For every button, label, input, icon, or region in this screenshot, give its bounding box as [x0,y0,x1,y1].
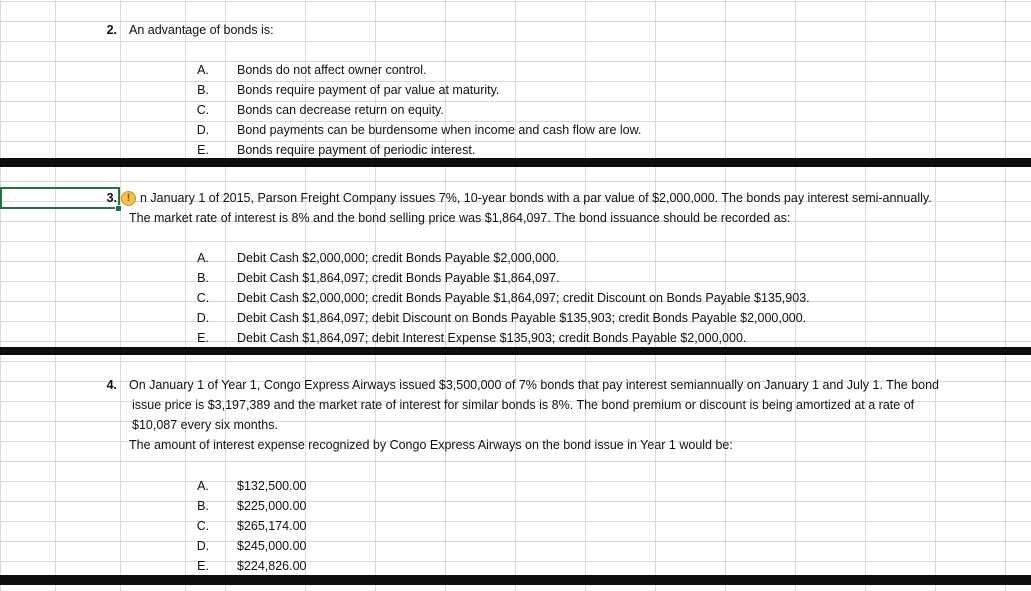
option-letter[interactable]: B. [197,271,209,285]
column-gridline [1005,0,1006,591]
question-text-line[interactable]: The market rate of interest is 8% and the bond selling price was $1,864,097. The bond issuance should be recorded as: [129,211,791,225]
option-letter[interactable]: C. [196,291,210,305]
question-text[interactable]: An advantage of bonds is: [129,23,274,37]
option-letter[interactable]: A. [197,479,209,493]
option-text[interactable]: $224,826.00 [237,559,307,573]
column-gridline [0,0,1,591]
option-letter[interactable]: B. [197,499,209,513]
option-letter[interactable]: E. [197,331,209,345]
column-gridline [55,0,56,591]
option-letter[interactable]: E. [197,559,209,573]
option-text[interactable]: Bonds do not affect owner control. [237,63,427,77]
option-text[interactable]: Debit Cash $2,000,000; credit Bonds Payable $1,864,097; credit Discount on Bonds Payable $135,903. [237,291,810,305]
warning-icon[interactable]: ! [121,191,136,206]
column-gridline [120,0,121,591]
option-letter[interactable]: D. [196,123,210,137]
option-letter[interactable]: D. [196,311,210,325]
question-text-line[interactable]: $10,087 every six months. [132,418,278,432]
option-text[interactable]: $265,174.00 [237,519,307,533]
question-separator [0,347,1031,355]
option-text[interactable]: Bonds require payment of par value at maturity. [237,83,500,97]
question-number[interactable]: 2. [106,23,117,37]
column-gridline [225,0,226,591]
option-text[interactable]: $245,000.00 [237,539,307,553]
column-gridline [185,0,186,591]
option-letter[interactable]: C. [196,103,210,117]
option-text[interactable]: Debit Cash $1,864,097; debit Discount on Bonds Payable $135,903; credit Bonds Payable $2,000,000. [237,311,807,325]
question-separator [0,575,1031,585]
option-letter[interactable]: D. [196,539,210,553]
option-text[interactable]: Debit Cash $1,864,097; credit Bonds Payable $1,864,097. [237,271,560,285]
option-letter[interactable]: B. [197,83,209,97]
column-gridline [935,0,936,591]
question-text-line[interactable]: The amount of interest expense recognized by Congo Express Airways on the bond issue in Year 1 would be: [129,438,733,452]
question-separator [0,158,1031,167]
option-text[interactable]: Debit Cash $1,864,097; debit Interest Expense $135,903; credit Bonds Payable $2,000,000. [237,331,747,345]
question-text-line[interactable]: On January 1 of Year 1, Congo Express Airways issued $3,500,000 of 7% bonds that pay interest semiannually on January 1 and July 1. The bond [129,378,940,392]
option-letter[interactable]: A. [197,63,209,77]
question-number[interactable]: 4. [106,378,117,392]
option-text[interactable]: Bonds require payment of periodic interest. [237,143,476,157]
option-text[interactable]: Debit Cash $2,000,000; credit Bonds Payable $2,000,000. [237,251,560,265]
option-letter[interactable]: A. [197,251,209,265]
question-text-line[interactable]: n January 1 of 2015, Parson Freight Company issues 7%, 10-year bonds with a par value of $2,000,000. The bonds pay interest semi-annually. [140,191,932,205]
option-text[interactable]: Bond payments can be burdensome when income and cash flow are low. [237,123,642,137]
question-text-line[interactable]: issue price is $3,197,389 and the market rate of interest for similar bonds is 8%. The bond premium or discount is being amortized at a rate of [132,398,915,412]
option-text[interactable]: $132,500.00 [237,479,307,493]
question-number[interactable]: 3. [106,191,117,205]
option-text[interactable]: $225,000.00 [237,499,307,513]
option-text[interactable]: Bonds can decrease return on equity. [237,103,444,117]
option-letter[interactable]: C. [196,519,210,533]
column-gridline [865,0,866,591]
option-letter[interactable]: E. [197,143,209,157]
